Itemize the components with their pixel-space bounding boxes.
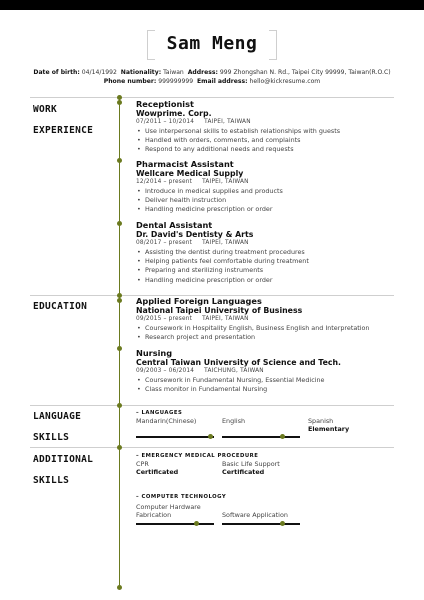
list-item: • Handling medicine prescription or order <box>136 205 396 214</box>
timeline-dot <box>117 100 122 105</box>
top-bar <box>0 0 424 10</box>
skill-level-marker <box>280 521 285 526</box>
section-title-education: EDUCATION <box>33 301 88 312</box>
email-label: Email address: <box>197 78 248 85</box>
company-name: Wellcare Medical Supply <box>136 169 244 178</box>
list-item: • Preparing and sterilizing instruments <box>136 266 396 275</box>
skill-name-line2: Fabrication <box>136 511 172 519</box>
name-box <box>147 30 277 60</box>
company-name: Wowprime. Corp. <box>136 109 212 118</box>
job-meta: 08/2017 – present TAIPEI, TAIWAN <box>136 240 249 246</box>
skill-bar <box>136 436 214 438</box>
timeline-dot <box>117 445 122 450</box>
timeline-dot <box>117 158 122 163</box>
section-title-additional: ADDITIONAL SKILLS <box>33 454 94 486</box>
list-item: • Handled with orders, comments, and complaints <box>136 136 396 145</box>
emergency-skill <box>136 460 214 476</box>
list-item: • Deliver health instruction <box>136 196 396 205</box>
job-meta: 07/2011 – 10/2014 TAIPEI, TAIWAN <box>136 119 251 125</box>
nationality-label: Nationality: <box>120 69 162 76</box>
education-meta: 09/2003 – 06/2014 TAICHUNG, TAIWAN <box>136 368 264 374</box>
list-item: • Coursework in Fundamental Nursing, Essential Medicine <box>136 376 396 385</box>
work-entry <box>136 159 396 215</box>
divider-additional <box>30 447 394 448</box>
job-bullets <box>136 127 396 155</box>
computer-heading: – COMPUTER TECHNOLOGY <box>136 494 227 500</box>
work-entry <box>136 99 396 155</box>
emergency-skill <box>222 460 300 476</box>
timeline-dot <box>117 221 122 226</box>
list-item: • Helping patients feel comfortable during treatment <box>136 257 396 266</box>
emergency-heading: – EMERGENCY MEDICAL PROCEDURE <box>136 453 259 459</box>
candidate-name: Sam Meng <box>166 33 258 54</box>
skill-bar <box>222 436 300 438</box>
skill-name: Spanish <box>308 417 334 425</box>
computer-skill <box>136 503 214 533</box>
timeline-dot <box>117 403 122 408</box>
skill-bar <box>136 523 214 525</box>
company-name: Dr. David's Dentisty & Arts <box>136 230 254 239</box>
language-skill <box>136 417 214 425</box>
skill-name: CPR <box>136 460 149 468</box>
skill-level: Certificated <box>136 468 179 476</box>
education-entry <box>136 296 396 342</box>
skill-name: Mandarin(Chinese) <box>136 417 197 425</box>
languages-heading: – LANGUAGES <box>136 410 183 416</box>
dob-label: Date of birth: <box>33 69 80 76</box>
education-meta: 09/2015 – present TAIPEI, TAIWAN <box>136 316 249 322</box>
list-item: • Coursework in Hospitality English, Business English and Interpretation <box>136 324 396 333</box>
education-bullets <box>136 376 396 394</box>
divider-language <box>30 405 394 406</box>
skill-name: Computer Hardware <box>136 503 201 511</box>
list-item: • Use interpersonal skills to establish relationships with guests <box>136 127 396 136</box>
skill-level: Elementary <box>308 425 350 433</box>
language-skill <box>308 417 386 433</box>
list-item: • Respond to any additional needs and requests <box>136 145 396 154</box>
degree-title: Nursing <box>136 348 173 358</box>
computer-skill <box>222 503 300 533</box>
job-meta: 12/2014 – present TAIPEI, TAIWAN <box>136 179 249 185</box>
skill-level-marker <box>280 434 285 439</box>
divider-work <box>30 97 394 98</box>
address-value: 999 Zhongshan N. Rd., Taipei City 99999, Taiwan(R.O.C) <box>219 69 391 76</box>
list-item: • Assisting the dentist during treatment procedures <box>136 248 396 257</box>
job-title: Receptionist <box>136 99 194 109</box>
list-item: • Introduce in medical supplies and products <box>136 187 396 196</box>
address-label: Address: <box>187 69 218 76</box>
language-skill <box>222 417 300 425</box>
job-bullets <box>136 248 396 285</box>
school-name: National Taipei University of Business <box>136 306 303 315</box>
section-title-work: WORK EXPERIENCE <box>33 104 94 136</box>
dob-value: 04/14/1992 <box>81 69 117 76</box>
list-item: • Class monitor in Fundamental Nursing <box>136 385 396 394</box>
skill-level-marker <box>208 434 213 439</box>
degree-title: Applied Foreign Languages <box>136 296 262 306</box>
job-title: Pharmacist Assistant <box>136 159 234 169</box>
contact-line-2 <box>0 78 424 85</box>
timeline-dot <box>117 298 122 303</box>
skill-level-marker <box>194 521 199 526</box>
education-entry <box>136 348 396 394</box>
job-title: Dental Assistant <box>136 220 213 230</box>
skill-level: Certificated <box>222 468 265 476</box>
timeline-line <box>119 97 120 587</box>
contact-line-1 <box>0 69 424 76</box>
skill-bar <box>222 523 300 525</box>
email-value[interactable]: hello@kickresume.com <box>249 78 321 85</box>
list-item: • Research project and presentation <box>136 333 396 342</box>
list-item: • Handling medicine prescription or order <box>136 276 396 285</box>
phone-value: 999999999 <box>158 78 194 85</box>
school-name: Central Taiwan University of Science and Tech. <box>136 358 342 367</box>
timeline-dot <box>117 585 122 590</box>
skill-name: Basic Life Support <box>222 460 280 468</box>
timeline-dot <box>117 346 122 351</box>
skill-name: Software Application <box>222 511 288 519</box>
work-entry <box>136 220 396 285</box>
section-title-language: LANGUAGE SKILLS <box>33 411 82 443</box>
skill-name: English <box>222 417 246 425</box>
nationality-value: Taiwan <box>163 69 184 76</box>
education-bullets <box>136 324 396 342</box>
phone-label: Phone number: <box>103 78 157 85</box>
job-bullets <box>136 187 396 215</box>
